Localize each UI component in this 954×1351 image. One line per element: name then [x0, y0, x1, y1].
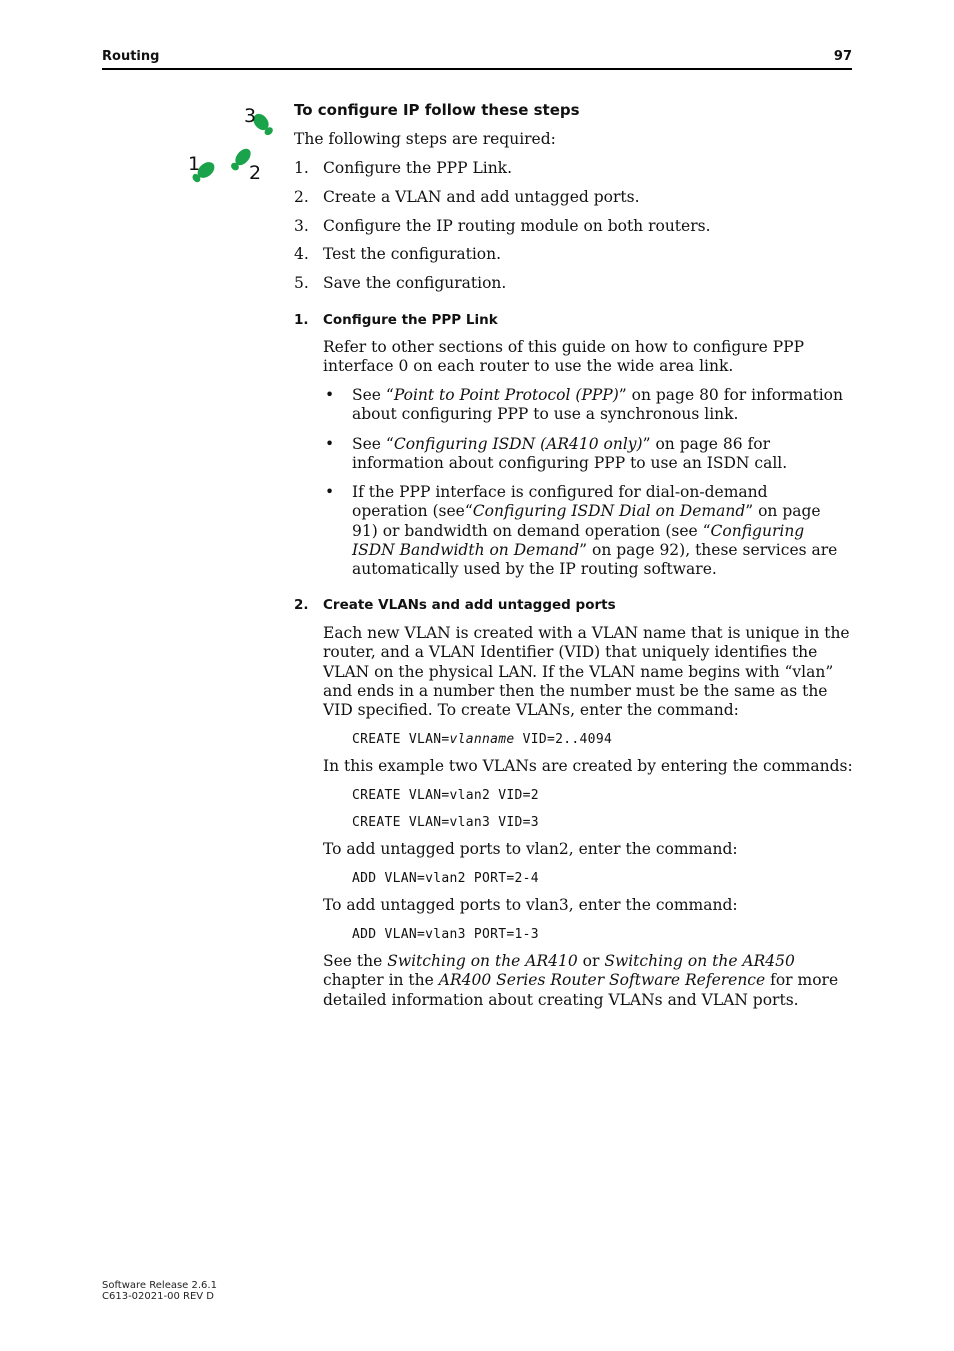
procedure-lead: The following steps are required: — [294, 130, 556, 148]
bullet-marker: • — [325, 483, 335, 501]
section-title: Create VLANs and add untagged ports — [323, 597, 616, 613]
page-number: 97 — [833, 49, 852, 64]
command-line: CREATE VLAN=vlan2 VID=2 — [352, 788, 539, 803]
bullet-item: See “Configuring ISDN (AR410 only)” on page 86 for information about configuring PPP to use an ISDN call. — [352, 435, 788, 473]
step-label-3: 3 — [244, 105, 257, 127]
section1-paragraph: Refer to other sections of this guide on how to configure PPP interface 0 on each router to use the wide area link. — [323, 338, 805, 376]
step-text: Create a VLAN and add untagged ports. — [323, 188, 640, 206]
step-text: Configure the IP routing module on both routers. — [323, 217, 711, 235]
step-number: 3. — [294, 217, 309, 235]
page-header — [102, 48, 852, 70]
command-line: CREATE VLAN=vlan3 VID=3 — [352, 815, 539, 830]
section2-reference-paragraph: See the Switching on the AR410 or Switching on the AR450 chapter in the AR400 Series Router Software Reference for more detailed information about creating VLANs and VLAN ports. — [323, 952, 839, 1009]
command-line: ADD VLAN=vlan3 PORT=1-3 — [352, 927, 539, 942]
section2-paragraph: In this example two VLANs are created by entering the commands: — [323, 757, 853, 775]
page-footer — [102, 1280, 217, 1302]
section2-paragraph: To add untagged ports to vlan2, enter the command: — [323, 840, 738, 858]
section-number: 1. — [294, 312, 309, 328]
running-header-title: Routing — [102, 49, 160, 64]
step-number: 5. — [294, 274, 309, 292]
step-text: Configure the PPP Link. — [323, 159, 513, 177]
step-number: 4. — [294, 245, 309, 263]
bullet-item: See “Point to Point Protocol (PPP)” on page 80 for information about configuring PPP to use a synchronous link. — [352, 386, 843, 424]
footsteps-icon — [186, 100, 278, 190]
command-create-vlan-syntax: CREATE VLAN=vlanname VID=2..4094 — [352, 732, 613, 747]
bullet-marker: • — [325, 435, 335, 453]
bullet-item: If the PPP interface is configured for dial-on-demand operation (see“Configuring ISDN Dial on Demand” on page 91) or bandwidth on demand operation (see “Configuring ISDN Bandwidth on Demand” on page 92), these services are automatically used by the IP routing software. — [352, 483, 838, 579]
section-number: 2. — [294, 597, 309, 613]
section2-paragraph: Each new VLAN is created with a VLAN name that is unique in the router, and a VLAN Identifier (VID) that uniquely identifies the VLAN on the physical LAN. If the VLAN name begins with “vlan” and ends in a number then the number must be the same as the VID specified. To create VLANs, enter the command: — [323, 624, 850, 720]
bullet-marker: • — [325, 386, 335, 404]
step-label-1: 1 — [188, 153, 201, 175]
step-number: 1. — [294, 159, 309, 177]
footer-release: Software Release 2.6.1 — [102, 1280, 217, 1291]
footer-doc-id: C613-02021-00 REV D — [102, 1291, 214, 1302]
step-label-2: 2 — [249, 162, 262, 184]
step-text: Test the configuration. — [323, 245, 502, 263]
procedure-heading: To configure IP follow these steps — [294, 101, 580, 119]
section-title: Configure the PPP Link — [323, 312, 498, 328]
step-text: Save the configuration. — [323, 274, 507, 292]
step-number: 2. — [294, 188, 309, 206]
section2-paragraph: To add untagged ports to vlan3, enter the command: — [323, 896, 738, 914]
command-line: ADD VLAN=vlan2 PORT=2-4 — [352, 871, 539, 886]
